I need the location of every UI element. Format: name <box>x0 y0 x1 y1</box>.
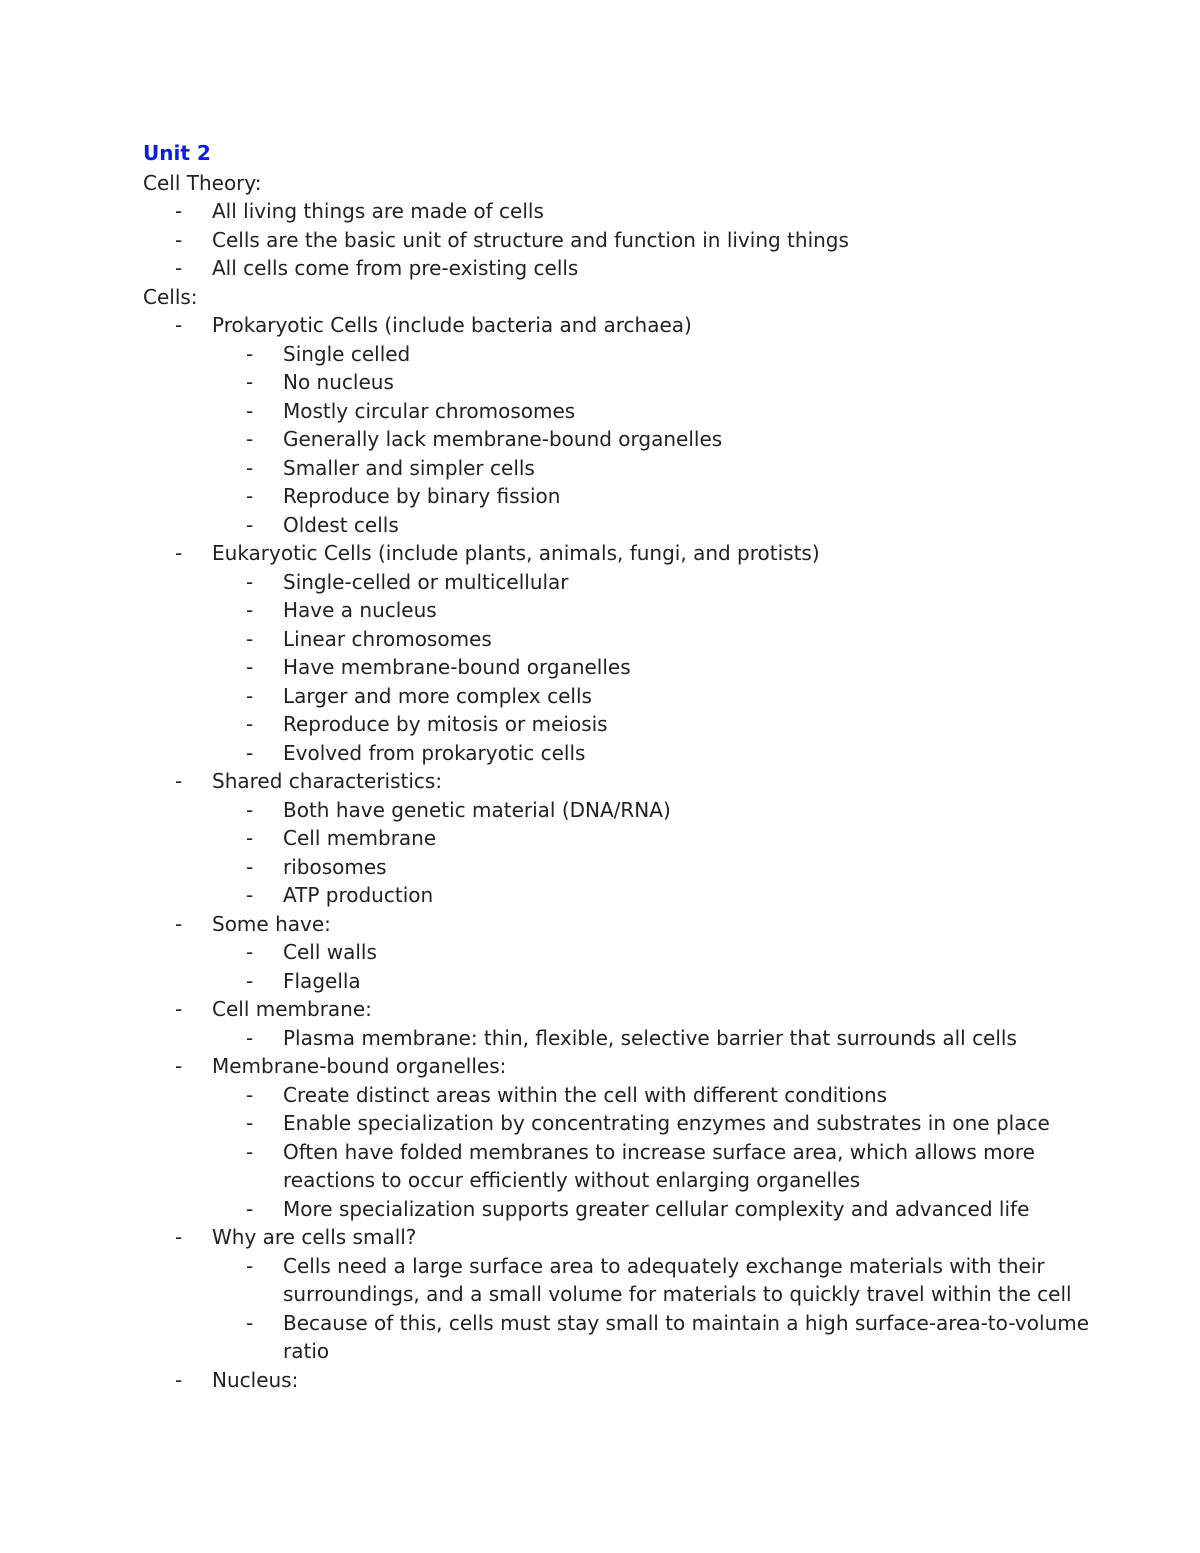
dash-bullet-icon: - <box>246 398 254 423</box>
dash-bullet-icon: - <box>246 1139 254 1164</box>
section-label: Cells: <box>143 284 198 309</box>
dash-bullet-icon: - <box>175 227 183 252</box>
dash-bullet-icon: - <box>175 1054 183 1078</box>
sub-list-item <box>143 1309 1103 1366</box>
dash-bullet-icon: - <box>246 683 254 708</box>
sub-bullet-list <box>143 938 1103 995</box>
list-item <box>143 1223 1103 1366</box>
sub-list-item <box>143 482 1103 511</box>
sub-list-item-text: Reproduce by mitosis or meiosis <box>283 712 608 736</box>
unit-title: Unit 2 <box>143 141 211 165</box>
sub-list-item <box>143 1252 1103 1309</box>
list-item <box>143 254 1103 283</box>
sub-list-item-text: Create distinct areas within the cell with different conditions <box>283 1082 888 1107</box>
sub-list-item <box>143 511 1103 540</box>
dash-bullet-icon: - <box>246 797 254 822</box>
dash-bullet-icon: - <box>175 256 183 280</box>
dash-bullet-icon: - <box>246 341 254 366</box>
sub-list-item <box>143 824 1103 853</box>
dash-bullet-icon: - <box>246 569 254 594</box>
dash-bullet-icon: - <box>246 484 254 508</box>
dash-bullet-icon: - <box>246 1111 254 1135</box>
list-item-text: Eukaryotic Cells (include plants, animals, fungi, and protists) <box>212 541 820 565</box>
sub-list-item-text: Cell walls <box>283 940 377 964</box>
dash-bullet-icon: - <box>246 1025 254 1050</box>
dash-bullet-icon: - <box>175 769 183 793</box>
sub-list-item <box>143 1138 1103 1195</box>
sub-bullet-list <box>143 1024 1103 1053</box>
sub-list-item-text: Generally lack membrane-bound organelles <box>283 427 723 451</box>
sub-list-item <box>143 454 1103 483</box>
bullet-list <box>143 197 1103 283</box>
sub-list-item-text: Enable specialization by concentrating enzymes and substrates in one place <box>283 1111 1050 1135</box>
dash-bullet-icon: - <box>175 1225 183 1249</box>
list-item-text: Some have: <box>212 911 331 936</box>
sub-list-item-text: Cells need a large surface area to adequately exchange materials with their surroundings, and a small volume for materials to quickly travel within the cell <box>283 1253 1072 1306</box>
sub-list-item-text: Plasma membrane: thin, flexible, selective barrier that surrounds all cells <box>283 1025 1017 1050</box>
list-item-text: All cells come from pre-existing cells <box>212 256 579 280</box>
sub-list-item <box>143 397 1103 426</box>
dash-bullet-icon: - <box>246 655 254 679</box>
dash-bullet-icon: - <box>246 968 254 993</box>
sub-list-item <box>143 710 1103 739</box>
sub-bullet-list <box>143 796 1103 910</box>
sub-list-item-text: ribosomes <box>283 854 387 879</box>
sub-list-item-text: Mostly circular chromosomes <box>283 398 576 423</box>
sub-list-item-text: Single celled <box>283 341 411 366</box>
sub-list-item <box>143 967 1103 996</box>
sub-list-item-text: Because of this, cells must stay small to maintain a high surface-area-to-volume ratio <box>283 1310 1090 1363</box>
sub-list-item-text: Flagella <box>283 968 361 993</box>
sub-list-item-text: More specialization supports greater cellular complexity and advanced life <box>283 1196 1030 1221</box>
sub-list-item <box>143 625 1103 654</box>
dash-bullet-icon: - <box>246 427 254 451</box>
sub-list-item-text: No nucleus <box>283 370 394 394</box>
sub-list-item <box>143 596 1103 625</box>
list-item-text: Membrane-bound organelles: <box>212 1054 507 1078</box>
list-item <box>143 995 1103 1052</box>
bullet-list <box>143 311 1103 1394</box>
dash-bullet-icon: - <box>246 940 254 964</box>
dash-bullet-icon: - <box>246 370 254 394</box>
dash-bullet-icon: - <box>175 1367 183 1392</box>
list-item <box>143 910 1103 996</box>
sub-list-item-text: Both have genetic material (DNA/RNA) <box>283 797 671 822</box>
sub-list-item <box>143 425 1103 454</box>
list-item-text: Cell membrane: <box>212 997 372 1021</box>
sub-list-item-text: Smaller and simpler cells <box>283 455 535 480</box>
dash-bullet-icon: - <box>175 541 183 565</box>
dash-bullet-icon: - <box>175 911 183 936</box>
document-body <box>143 139 1103 1394</box>
sub-list-item <box>143 1024 1103 1053</box>
dash-bullet-icon: - <box>246 854 254 879</box>
sub-list-item <box>143 340 1103 369</box>
sub-bullet-list <box>143 1081 1103 1224</box>
dash-bullet-icon: - <box>246 883 254 907</box>
sub-bullet-list <box>143 1252 1103 1366</box>
sub-list-item <box>143 568 1103 597</box>
sub-list-item-text: Linear chromosomes <box>283 626 492 651</box>
sub-list-item <box>143 881 1103 910</box>
sub-list-item <box>143 1081 1103 1110</box>
sub-list-item <box>143 938 1103 967</box>
dash-bullet-icon: - <box>175 199 183 223</box>
dash-bullet-icon: - <box>175 997 183 1021</box>
list-item-text: Shared characteristics: <box>212 769 443 793</box>
list-item-text: Prokaryotic Cells (include bacteria and archaea) <box>212 313 692 337</box>
dash-bullet-icon: - <box>246 1196 254 1221</box>
notes-sections <box>143 169 1103 1395</box>
list-item <box>143 311 1103 539</box>
sub-list-item-text: Single-celled or multicellular <box>283 569 569 594</box>
sub-list-item <box>143 853 1103 882</box>
dash-bullet-icon: - <box>246 1082 254 1107</box>
dash-bullet-icon: - <box>246 512 254 537</box>
list-item <box>143 767 1103 910</box>
dash-bullet-icon: - <box>246 1253 254 1278</box>
list-item <box>143 539 1103 767</box>
sub-list-item <box>143 682 1103 711</box>
sub-list-item-text: Have a nucleus <box>283 598 437 622</box>
sub-bullet-list <box>143 340 1103 540</box>
sub-list-item-text: Reproduce by binary fission <box>283 484 561 508</box>
section-label: Cell Theory: <box>143 170 262 195</box>
sub-list-item-text: Often have folded membranes to increase surface area, which allows more reactions to occur efficiently without enlarging organelles <box>283 1139 1035 1192</box>
dash-bullet-icon: - <box>246 712 254 736</box>
sub-list-item-text: Evolved from prokaryotic cells <box>283 740 586 765</box>
list-item-text: Nucleus: <box>212 1367 299 1392</box>
list-item-text: All living things are made of cells <box>212 199 544 223</box>
list-item <box>143 1052 1103 1223</box>
list-item <box>143 1366 1103 1395</box>
dash-bullet-icon: - <box>246 455 254 480</box>
list-item-text: Why are cells small? <box>212 1225 417 1249</box>
sub-list-item <box>143 368 1103 397</box>
dash-bullet-icon: - <box>246 740 254 765</box>
dash-bullet-icon: - <box>246 598 254 622</box>
dash-bullet-icon: - <box>175 313 183 337</box>
sub-bullet-list <box>143 568 1103 768</box>
sub-list-item <box>143 653 1103 682</box>
sub-list-item <box>143 739 1103 768</box>
dash-bullet-icon: - <box>246 1310 254 1335</box>
sub-list-item-text: Have membrane-bound organelles <box>283 655 631 679</box>
sub-list-item-text: Oldest cells <box>283 512 399 537</box>
sub-list-item <box>143 1195 1103 1224</box>
dash-bullet-icon: - <box>246 826 254 850</box>
sub-list-item <box>143 1109 1103 1138</box>
list-item <box>143 226 1103 255</box>
sub-list-item-text: ATP production <box>283 883 434 907</box>
list-item-text: Cells are the basic unit of structure and function in living things <box>212 227 849 252</box>
list-item <box>143 197 1103 226</box>
sub-list-item <box>143 796 1103 825</box>
sub-list-item-text: Larger and more complex cells <box>283 683 592 708</box>
dash-bullet-icon: - <box>246 626 254 651</box>
sub-list-item-text: Cell membrane <box>283 826 437 850</box>
